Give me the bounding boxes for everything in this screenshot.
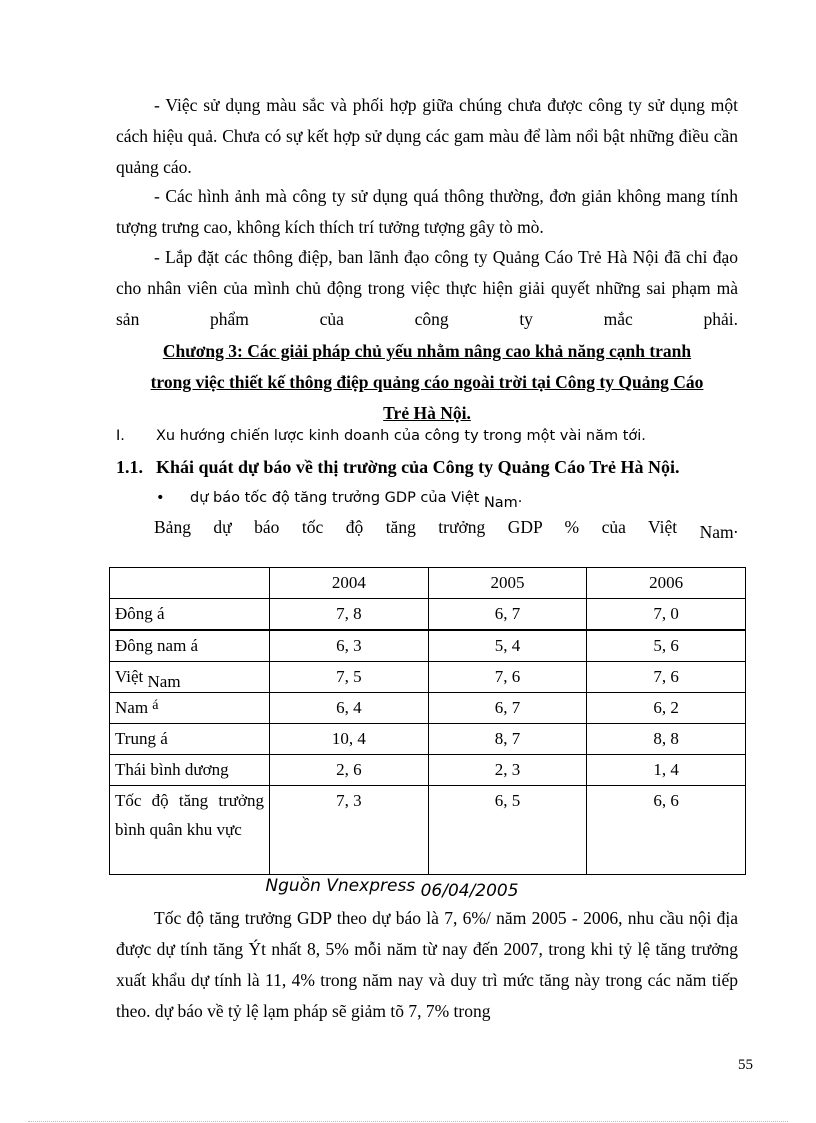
table-cell: 6, 5 <box>428 786 587 875</box>
table-cell: 8, 8 <box>587 724 746 755</box>
source-text: Nguồn Vnexpress <box>265 876 416 896</box>
table-cell: 6, 2 <box>587 693 746 724</box>
table-caption-tail: Nam <box>699 522 734 542</box>
row-label <box>110 662 270 693</box>
table-header-cell: 2004 <box>270 568 429 599</box>
table-row <box>110 786 746 875</box>
bullet-text-tail: Nam <box>483 495 518 511</box>
row-label-text: Việt <box>115 667 144 686</box>
paragraph-messages: - Lắp đặt các thông điệp, ban lãnh đạo công ty Quảng Cáo Trẻ Hà Nội đã chỉ đạo cho nhân viên của mình chủ động trong việc thực hiện giải quyết những sai phạm mà sản phẩm của công ty mắc phải. <box>116 247 738 329</box>
table-cell: 5, 4 <box>428 630 587 662</box>
table-row <box>110 724 746 755</box>
table-cell: 5, 6 <box>587 630 746 662</box>
table-caption-end: . <box>733 517 738 537</box>
table-cell: 2, 6 <box>270 755 429 786</box>
source-date: 06/04/2005 <box>420 881 519 901</box>
table-cell: 8, 7 <box>428 724 587 755</box>
row-label-sub: Nam <box>147 672 181 691</box>
gdp-forecast-table <box>109 567 746 875</box>
table-source <box>0 876 784 901</box>
table-cell: 6, 4 <box>270 693 429 724</box>
table-header-cell <box>110 568 270 599</box>
paragraph-images: - Các hình ảnh mà công ty sử dụng quá thông thường, đơn giản không mang tính tượng trưng cao, không kích thích trí tưởng tượng gây tò mò. <box>116 186 738 237</box>
table-cell: 7, 6 <box>587 662 746 693</box>
row-label-sup: á <box>152 698 159 713</box>
table-row <box>110 599 746 631</box>
table-row <box>110 630 746 662</box>
table-cell: 7, 6 <box>428 662 587 693</box>
row-label: Đông nam á <box>110 630 270 662</box>
chapter-heading-line: trong việc thiết kế thông điệp quảng cáo ngoài trời tại Công ty Quảng Cáo <box>150 372 704 392</box>
bullet-text: dự báo tốc độ tăng trưởng GDP của Việt <box>190 490 480 506</box>
table-caption-text: Bảng dự báo tốc độ tăng trưởng GDP % của Việt <box>154 517 678 537</box>
bullet-icon: • <box>156 490 165 506</box>
section-number: I. <box>116 428 125 444</box>
table-header-cell: 2006 <box>587 568 746 599</box>
section-number: 1.1. <box>116 457 143 477</box>
chapter-heading <box>116 336 738 429</box>
chapter-heading-line: Trẻ Hà Nội. <box>383 403 471 423</box>
table-cell: 10, 4 <box>270 724 429 755</box>
table-header-row <box>110 568 746 599</box>
section-heading-i <box>116 424 756 448</box>
section-title: Khái quát dự báo về thị trường của Công ty Quảng Cáo Trẻ Hà Nội. <box>156 457 680 477</box>
table-cell: 6, 3 <box>270 630 429 662</box>
section-title: Xu hướng chiến lược kinh doanh của công ty trong một vài năm tới. <box>156 428 646 444</box>
paragraph-color-usage: - Việc sử dụng màu sắc và phối hợp giữa chúng chưa được công ty sử dụng một cách hiệu quả. Chưa có sự kết hợp sử dụng các gam màu để làm nổi bật những điều cần quảng cáo. <box>116 95 738 177</box>
table-header-cell: 2005 <box>428 568 587 599</box>
chapter-heading-line: Chương 3: Các giải pháp chủ yếu nhằm nâng cao khả năng cạnh tranh <box>162 341 692 361</box>
table-cell: 2, 3 <box>428 755 587 786</box>
table-cell: 7, 5 <box>270 662 429 693</box>
table-row <box>110 755 746 786</box>
table-cell: 7, 3 <box>270 786 429 875</box>
section-heading-1-1 <box>116 453 756 481</box>
table-cell: 7, 8 <box>270 599 429 631</box>
table-caption <box>154 514 738 540</box>
row-label: Trung á <box>110 724 270 755</box>
table-cell: 7, 0 <box>587 599 746 631</box>
bullet-item <box>156 485 656 511</box>
page-bottom-divider <box>28 1121 788 1122</box>
row-label: Tốc độ tăng trưởng bình quân khu vực <box>110 786 270 875</box>
row-label <box>110 693 270 724</box>
table-cell: 6, 6 <box>587 786 746 875</box>
row-label: Thái bình dương <box>110 755 270 786</box>
page-number: 55 <box>738 1057 753 1073</box>
row-label-text: Nam <box>115 698 149 717</box>
table-cell: 1, 4 <box>587 755 746 786</box>
table-row <box>110 662 746 693</box>
bullet-text-end: . <box>517 490 523 506</box>
table-row <box>110 693 746 724</box>
row-label: Đông á <box>110 599 270 631</box>
paragraph-gdp-forecast: Tốc độ tăng trưởng GDP theo dự báo là 7, 6%/ năm 2005 - 2006, nhu cầu nội địa được dự tính tăng Ýt nhất 8, 5% mỗi năm từ nay đến 2007, trong khi tỷ lệ tăng trưởng xuất khẩu dự tính là 11, 4% trong năm nay và duy trì mức tăng này trong các năm tiếp theo. dự báo về tỷ lệ lạm pháp sẽ giảm tõ 7, 7% trong <box>116 908 738 1021</box>
table-cell: 6, 7 <box>428 693 587 724</box>
table-cell: 6, 7 <box>428 599 587 631</box>
